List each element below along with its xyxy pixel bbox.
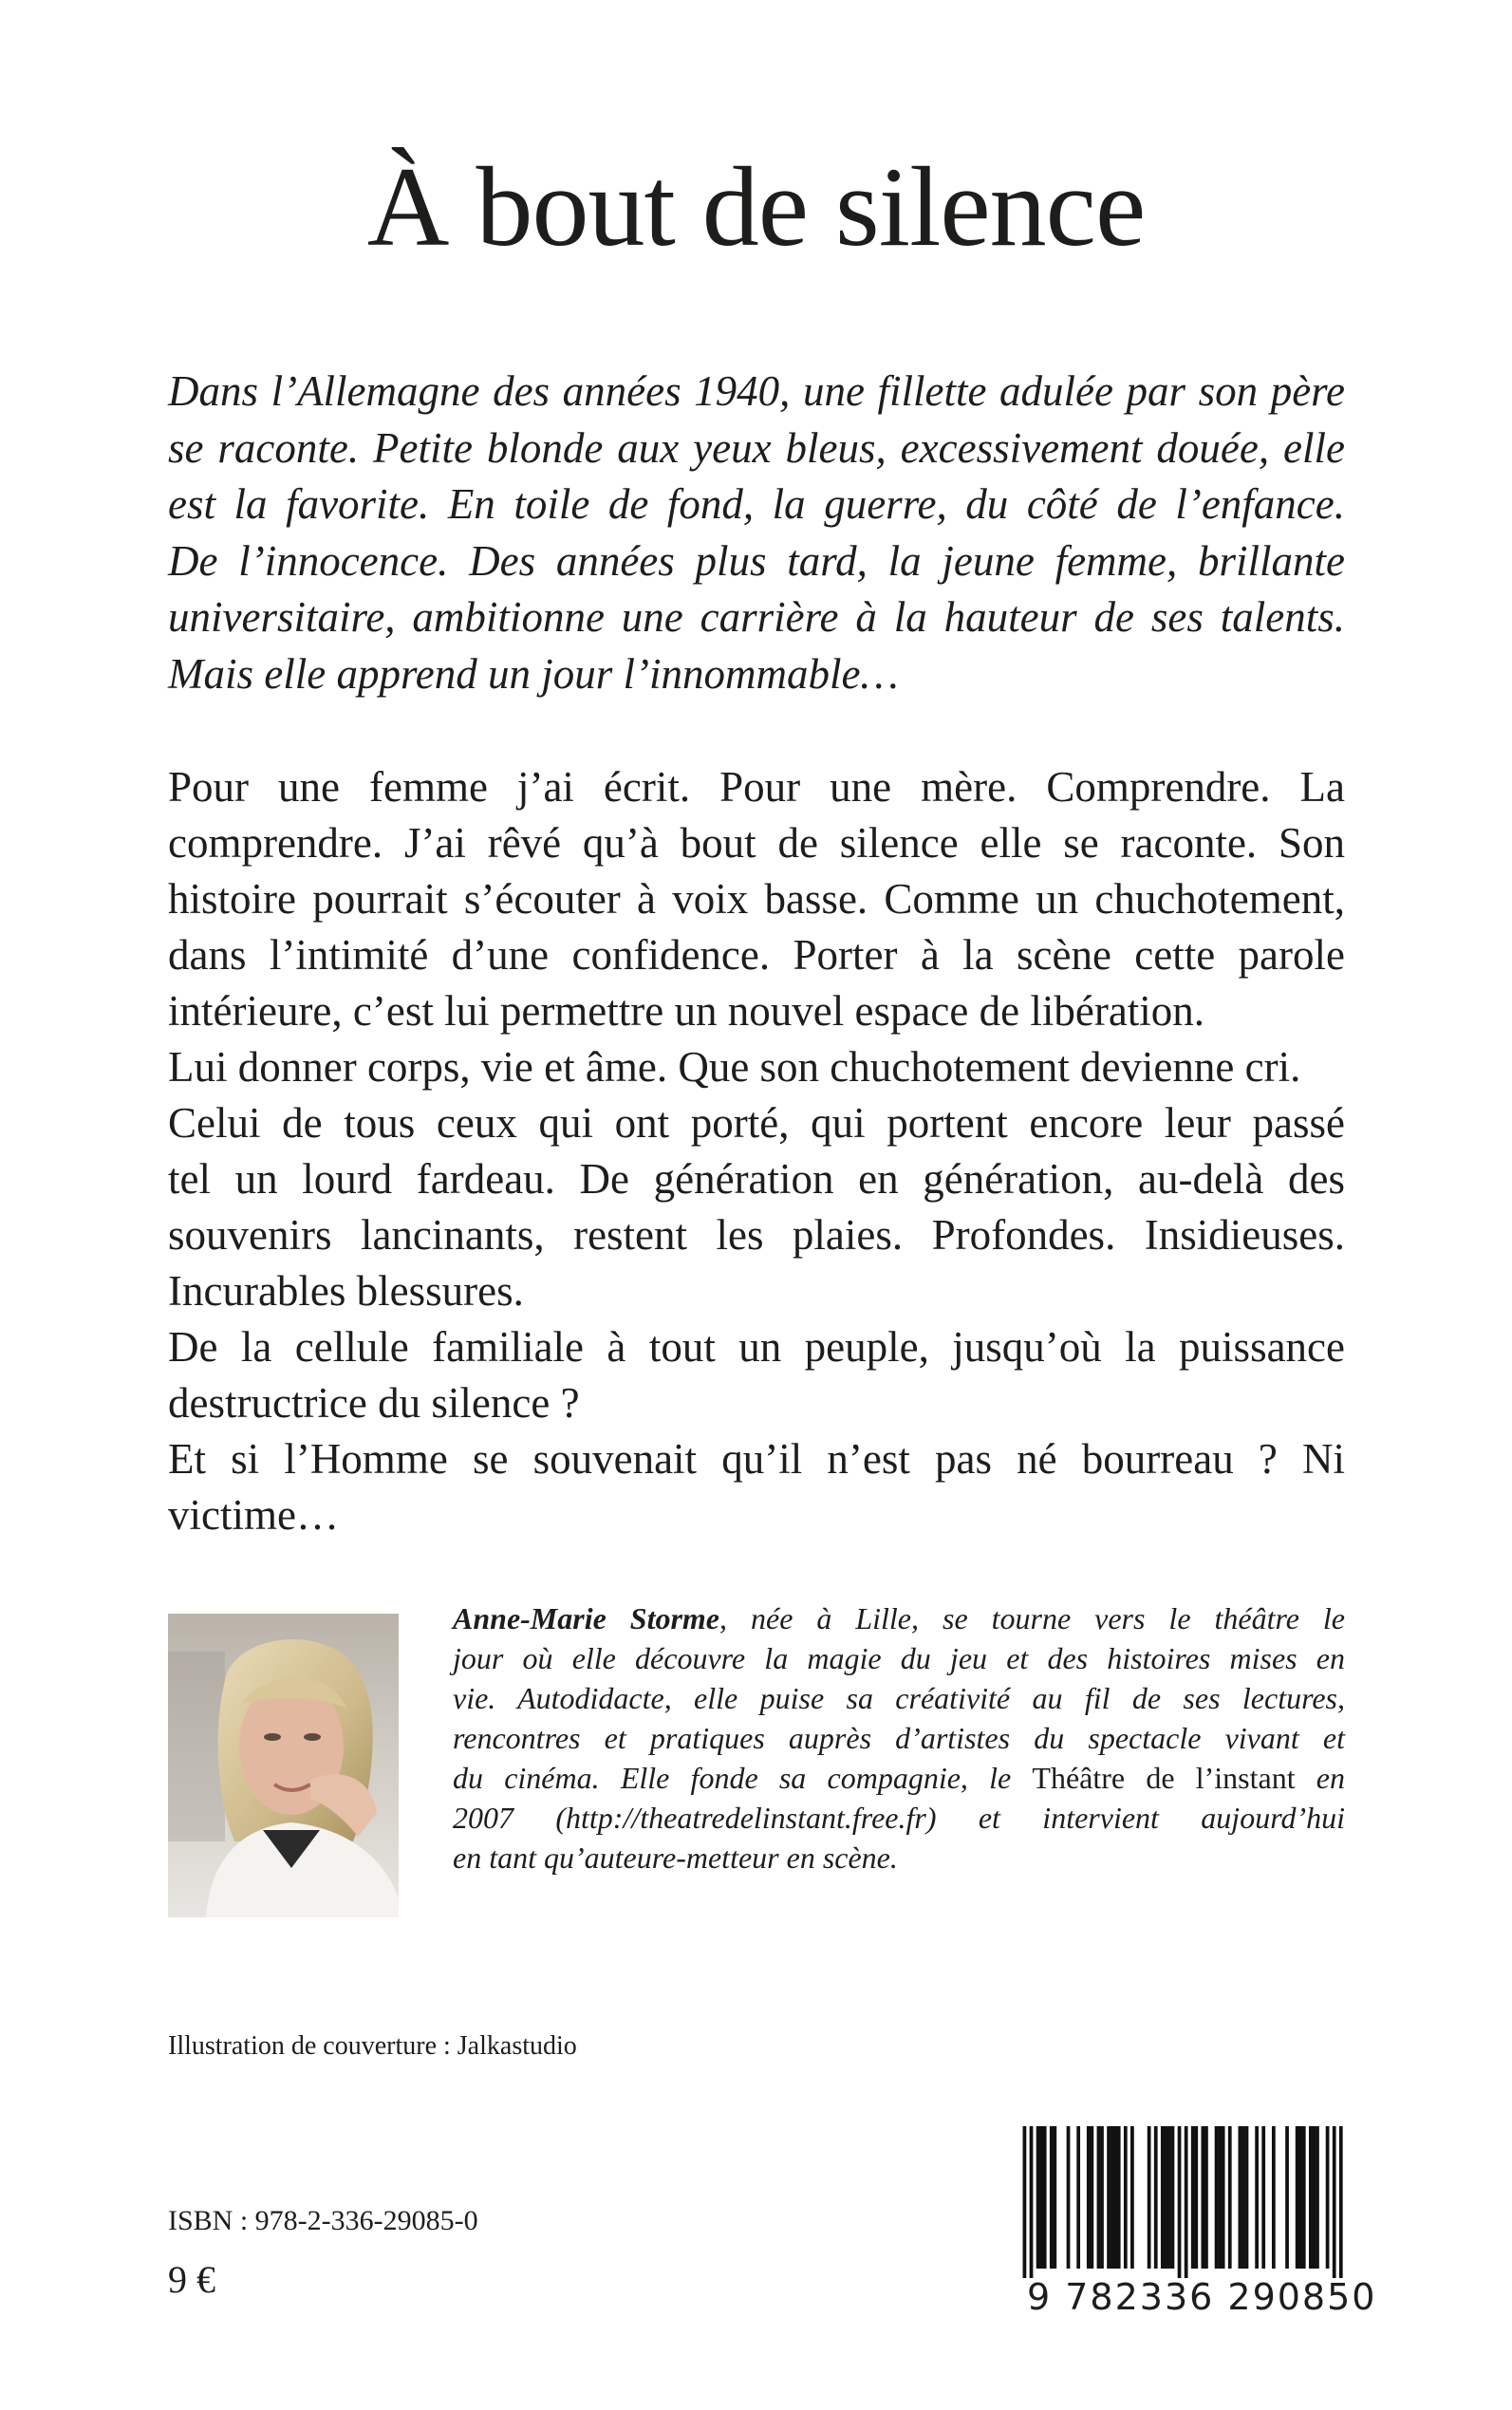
barcode-bar <box>1171 2126 1175 2269</box>
body-line: De la cellule familiale à tout un peuple, jusqu’où la puissance <box>168 1323 1345 1371</box>
barcode-bar <box>1239 2126 1242 2269</box>
barcode-bar <box>1222 2126 1225 2269</box>
synopsis <box>168 364 1345 702</box>
barcode-bar <box>1302 2126 1306 2269</box>
price: 9 € <box>168 2258 215 2301</box>
barcode-bar <box>1218 2126 1222 2269</box>
barcode-bar <box>1154 2126 1158 2269</box>
barcode-bar <box>1030 2126 1034 2278</box>
body-line: tel un lourd fardeau. De génération en génération, au-delà des <box>168 1155 1345 1203</box>
body-line: Et si l’Homme se souvenait qu’il n’est pas né bourreau ? Ni <box>168 1435 1345 1483</box>
body-line: comprendre. J’ai rêvé qu’à bout de silence elle se raconte. Son <box>168 819 1345 867</box>
author-name: Anne-Marie Storme <box>453 1601 720 1635</box>
barcode-bar <box>1164 2126 1167 2269</box>
bio-line-end: en <box>1295 1761 1345 1795</box>
barcode-bar <box>1100 2126 1104 2269</box>
barcode-bar <box>1036 2126 1040 2269</box>
barcode-bar <box>1261 2126 1265 2269</box>
barcode-bar <box>1245 2126 1249 2269</box>
barcode-bars <box>1019 2126 1346 2278</box>
barcode-bar <box>1333 2126 1336 2278</box>
barcode-bar <box>1241 2126 1245 2269</box>
barcode-bar <box>1148 2126 1151 2269</box>
bio-line-rest: , née à Lille, se tourne vers le théâtre le <box>719 1601 1346 1635</box>
barcode-bar <box>1111 2126 1114 2269</box>
company-name: Théâtre de l’instant <box>1032 1761 1296 1795</box>
barcode-bar <box>1067 2126 1071 2269</box>
body-line: histoire pourrait s’écouter à voix basse. Comme un chuchotement, <box>168 875 1345 923</box>
barcode-bar <box>1191 2126 1195 2269</box>
bio-line: 2007 (http://theatredelinstant.free.fr) et intervient aujourd’hui <box>453 1801 1345 1835</box>
body-line: Pour une femme j’ai écrit. Pour une mère. Comprendre. La <box>168 763 1345 811</box>
synopsis-line: De l’innocence. Des années plus tard, la jeune femme, brillante <box>168 536 1345 585</box>
isbn: ISBN : 978-2-336-29085-0 <box>168 2205 478 2236</box>
author-portrait-image <box>168 1614 399 1917</box>
body-line: victime… <box>168 1491 339 1539</box>
barcode-bar <box>1255 2126 1259 2269</box>
bio-line: en tant qu’auteure-metteur en scène. <box>453 1840 898 1875</box>
barcode-bar <box>1124 2126 1128 2269</box>
barcode-bar <box>1194 2126 1198 2269</box>
body-line: destructrice du silence ? <box>168 1379 580 1427</box>
barcode-bar <box>1076 2126 1080 2269</box>
bio-line: jour où elle découvre la magie du jeu et des histoires mises en <box>453 1641 1345 1675</box>
barcode-bar <box>1178 2126 1182 2278</box>
back-cover-text <box>168 759 1345 1543</box>
barcode-bar <box>1107 2126 1111 2269</box>
barcode-bar <box>1130 2126 1134 2269</box>
bio-line: rencontres et pratiques auprès d’artistes du spectacle vivant et <box>453 1721 1345 1755</box>
barcode-bar <box>1097 2126 1101 2269</box>
body-line: Celui de tous ceux qui ont porté, qui portent encore leur passé <box>168 1099 1345 1147</box>
barcode-bar <box>1296 2126 1299 2269</box>
book-title: À bout de silence <box>366 143 1146 270</box>
barcode-digits: 9 782336 290850 <box>1027 2276 1377 2318</box>
bio-line-start: du cinéma. Elle fonde sa compagnie, le <box>453 1761 1033 1795</box>
barcode-bar <box>1161 2126 1165 2269</box>
body-line: dans l’intimité d’une confidence. Porter à la scène cette parole <box>168 931 1345 979</box>
barcode-bar <box>1309 2126 1313 2269</box>
body-line: intérieure, c’est lui permettre un nouvel espace de libération. <box>168 987 1205 1035</box>
body-line: souvenirs lancinants, restent les plaies. Profondes. Insidieuses. <box>168 1211 1345 1259</box>
barcode-bar <box>1285 2126 1289 2269</box>
synopsis-line: universitaire, ambitionne une carrière à la hauteur de ses talents. <box>168 593 1345 641</box>
synopsis-line: se raconte. Petite blonde aux yeux bleus, excessivement douée, elle <box>168 423 1345 472</box>
barcode-bar <box>1053 2126 1056 2269</box>
synopsis-line: Dans l’Allemagne des années 1940, une fillette adulée par son père <box>168 367 1345 415</box>
barcode-bar <box>1202 2126 1205 2269</box>
barcode-bar <box>1087 2126 1091 2269</box>
barcode-bar <box>1185 2126 1188 2278</box>
barcode-bar <box>1050 2126 1054 2269</box>
barcode-bar <box>1272 2126 1276 2269</box>
barcode-bar <box>1043 2126 1047 2269</box>
bio-line <box>453 1758 1345 1798</box>
barcode-bar <box>1313 2126 1316 2269</box>
author-bio <box>453 1598 1345 1878</box>
synopsis-line: Mais elle apprend un jour l’innommable… <box>168 649 899 698</box>
barcode-bar <box>1298 2126 1302 2269</box>
body-line: Lui donner corps, vie et âme. Que son chuchotement devienne cri. <box>168 1043 1301 1091</box>
author-photo <box>168 1614 399 1917</box>
barcode-bar <box>1113 2126 1117 2269</box>
barcode-bar <box>1204 2126 1208 2269</box>
barcode-bar <box>1023 2126 1027 2278</box>
bio-line <box>453 1598 1345 1638</box>
barcode-bar <box>1039 2126 1043 2269</box>
body-line: Incurables blessures. <box>168 1267 524 1315</box>
synopsis-line: est la favorite. En toile de fond, la guerre, du côté de l’enfance. <box>168 480 1345 528</box>
barcode-bar <box>1090 2126 1093 2269</box>
barcode-bar <box>1316 2126 1319 2269</box>
barcode-bar <box>1167 2126 1171 2269</box>
barcode-bar <box>1117 2126 1121 2269</box>
barcode-bar <box>1339 2126 1343 2278</box>
barcode-bar <box>1215 2126 1219 2269</box>
barcode-bar <box>1326 2126 1330 2269</box>
bio-line: vie. Autodidacte, elle puise sa créativité au fil de ses lectures, <box>453 1681 1345 1715</box>
cover-illustration-credit: Illustration de couverture : Jalkastudio <box>168 2031 577 2061</box>
barcode-bar <box>1228 2126 1232 2269</box>
